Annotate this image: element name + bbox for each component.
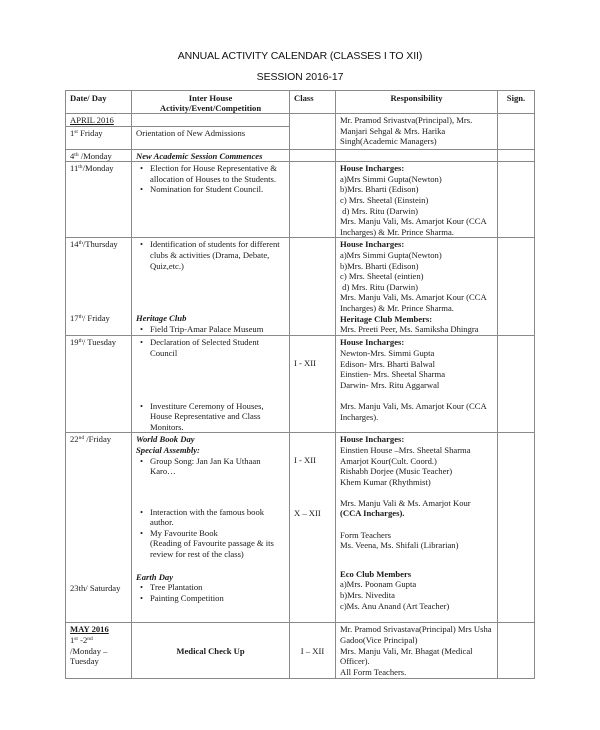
responsibility-cell [336, 238, 498, 336]
activity-item: • Declaration of Selected Student Council [150, 337, 285, 358]
resp-heading: House Incharges: [340, 163, 405, 174]
date-cell: 1st Friday [66, 126, 132, 149]
sign-cell [498, 433, 535, 623]
resp-line: Mrs. Manju Vali, Ms. Amarjot Kour (CCA Incharges) & Mr. Prince Sharma. [340, 292, 487, 313]
header-sign: Sign. [498, 91, 535, 114]
sign-cell [498, 162, 535, 238]
resp-line: a)Mrs Simmi Gupta(Newton) [340, 249, 442, 260]
activity-calendar-table [65, 90, 535, 679]
table-row [66, 238, 535, 336]
resp-line: Mrs. Manju Vali, Ms. Amarjot Kour (CCA Incharges) & Mr. Prince Sharma. [340, 216, 487, 237]
header-responsibility: Responsibility [336, 91, 498, 114]
resp-line: b)Mrs. Nivedita [340, 590, 395, 601]
class-cell [290, 433, 336, 623]
activity-item: • Identification of students for different clubs & activities (Drama, Debate, Quiz,etc.) [150, 239, 285, 271]
date-cell: 14th/Thursday 17th/ Friday [66, 238, 132, 336]
responsibility-cell [336, 162, 498, 238]
activity-cell [132, 238, 290, 336]
resp-line: Einstien House –Mrs. Sheetal Sharma [340, 444, 471, 455]
table-row [66, 433, 535, 623]
activity-cell: Medical Check Up [132, 623, 290, 679]
activity-heading: World Book Day [136, 434, 195, 445]
resp-heading: Eco Club Members [340, 568, 412, 579]
activity-cell [132, 162, 290, 238]
date-cell: 19th/ Tuesday [66, 336, 132, 433]
class-cell [290, 162, 336, 238]
resp-line: (CCA Incharges). [340, 508, 405, 519]
class-cell [290, 149, 336, 162]
responsibility-cell: Mr. Pramod Srivastva(Principal), Mrs. Manjari Sehgal & Mrs. Harika Singh(Academic Managers) [336, 114, 498, 150]
sign-cell [498, 114, 535, 150]
activity-heading: Earth Day [136, 571, 174, 582]
resp-line: Ms. Veena, Ms. Shifali (Librarian) [340, 540, 459, 551]
responsibility-cell [336, 623, 498, 679]
resp-line: c) Mrs. Sheetal (eintien) [340, 271, 424, 282]
month-label: MAY 2016 [70, 624, 109, 635]
date-cell: MAY 2016 1st -2nd /Monday – Tuesday [66, 623, 132, 679]
resp-line: Mrs. Manju Vali, Ms. Amarjot Kour (CCA Incharges). [340, 400, 487, 422]
responsibility-cell [336, 149, 498, 162]
activity-item: • Investiture Ceremony of Houses, House Representative and Class Monitors. [150, 401, 285, 433]
resp-line: a)Mrs. Poonam Gupta [340, 579, 417, 590]
resp-line: Form Teachers [340, 529, 392, 540]
class-cell [290, 238, 336, 336]
activity-cell [132, 336, 290, 433]
activity-heading: Heritage Club [136, 313, 187, 324]
document-title: ANNUAL ACTIVITY CALENDAR (CLASSES I TO XII) [177, 50, 423, 62]
activity-item: • My Favourite Book (Reading of Favourite passage & its review for rest of the class) [150, 528, 285, 560]
month-label: APRIL 2016 [66, 114, 132, 127]
class-value: I - XII [294, 358, 316, 369]
header-date: Date/ Day [66, 91, 132, 114]
sign-cell [498, 238, 535, 336]
class-cell [290, 336, 336, 433]
table-header-row [66, 91, 535, 114]
header-activity-line2: Activity/Event/Competition [159, 103, 262, 113]
sign-cell [498, 149, 535, 162]
resp-line: c) Mrs. Sheetal (Einstein) [340, 194, 429, 205]
table-row [66, 162, 535, 238]
activity-item: • Tree Plantation [150, 582, 285, 593]
activity-item: • Election for House Representative & allocation of Houses to the Students. [150, 163, 285, 184]
resp-line: d) Mrs. Ritu (Darwin) [340, 205, 419, 216]
activity-item: • Group Song: Jan Jan Ka Uthaan Karo… [150, 456, 285, 477]
resp-line: b)Mrs. Bharti (Edison) [340, 260, 419, 271]
date-cell: 22nd /Friday 23th/ Saturday [66, 433, 132, 623]
class-value: X – XII [294, 507, 321, 518]
table-row [66, 149, 535, 162]
header-activity [132, 91, 290, 114]
resp-heading: House Incharges: [340, 239, 405, 250]
resp-line: Mrs. Manju Vali, Mr. Bhagat (Medical Officer). [340, 645, 473, 667]
resp-line: Einstien- Mrs. Sheetal Sharma [340, 369, 446, 380]
table-row [66, 114, 535, 127]
resp-line: Mr. Pramod Srivastava(Principal) Mrs Usha Gadoo(Vice Principal) [340, 624, 492, 645]
responsibility-cell [336, 336, 498, 433]
activity-cell [132, 433, 290, 623]
resp-line: Mrs. Manju Vali & Ms. Amarjot Kour [340, 497, 471, 508]
resp-line: Amarjot Kour(Cult. Coord.) [340, 455, 437, 466]
activity-cell: Orientation of New Admissions [132, 126, 290, 149]
header-activity-line1: Inter House [188, 93, 233, 103]
activity-heading: Special Assembly: [136, 444, 200, 455]
resp-line: d) Mrs. Ritu (Darwin) [340, 281, 419, 292]
date-cell: 11th/Monday [66, 162, 132, 238]
responsibility-cell [336, 433, 498, 623]
resp-line: b)Mrs. Bharti (Edison) [340, 184, 419, 195]
resp-line: Khem Kumar (Rhythmist) [340, 476, 431, 487]
class-cell: I – XII [290, 623, 336, 679]
activity-item: • Field Trip-Amar Palace Museum [150, 324, 285, 335]
table-row [66, 623, 535, 679]
sign-cell [498, 623, 535, 679]
sign-cell [498, 336, 535, 433]
activity-cell: New Academic Session Commences [132, 149, 290, 162]
resp-line: Darwin- Mrs. Ritu Aggarwal [340, 379, 440, 390]
header-class: Class [290, 91, 336, 114]
document-session: SESSION 2016-17 [256, 71, 344, 83]
resp-line: Edison- Mrs. Bharti Balwal [340, 358, 435, 369]
resp-line: c)Ms. Anu Anand (Art Teacher) [340, 600, 450, 611]
class-cell [290, 114, 336, 150]
date-cell: 4th /Monday [66, 149, 132, 162]
table-row [66, 336, 535, 433]
activity-item: • Interaction with the famous book author. [150, 507, 285, 528]
resp-heading: House Incharges: [340, 337, 405, 348]
resp-line: a)Mrs Simmi Gupta(Newton) [340, 173, 442, 184]
activity-item: • Nomination for Student Council. [150, 184, 285, 195]
resp-line: Mrs. Preeti Peer, Ms. Samiksha Dhingra [340, 324, 479, 335]
resp-line: All Form Teachers. [340, 666, 407, 677]
activity-cell [132, 114, 290, 127]
resp-line: Rishabh Dorjee (Music Teacher) [340, 466, 453, 477]
resp-heading: Heritage Club Members: [340, 313, 433, 324]
resp-line: Newton-Mrs. Simmi Gupta [340, 347, 435, 358]
activity-item: • Painting Competition [150, 593, 285, 604]
resp-heading: House Incharges: [340, 434, 405, 445]
class-value: I - XII [294, 455, 316, 466]
